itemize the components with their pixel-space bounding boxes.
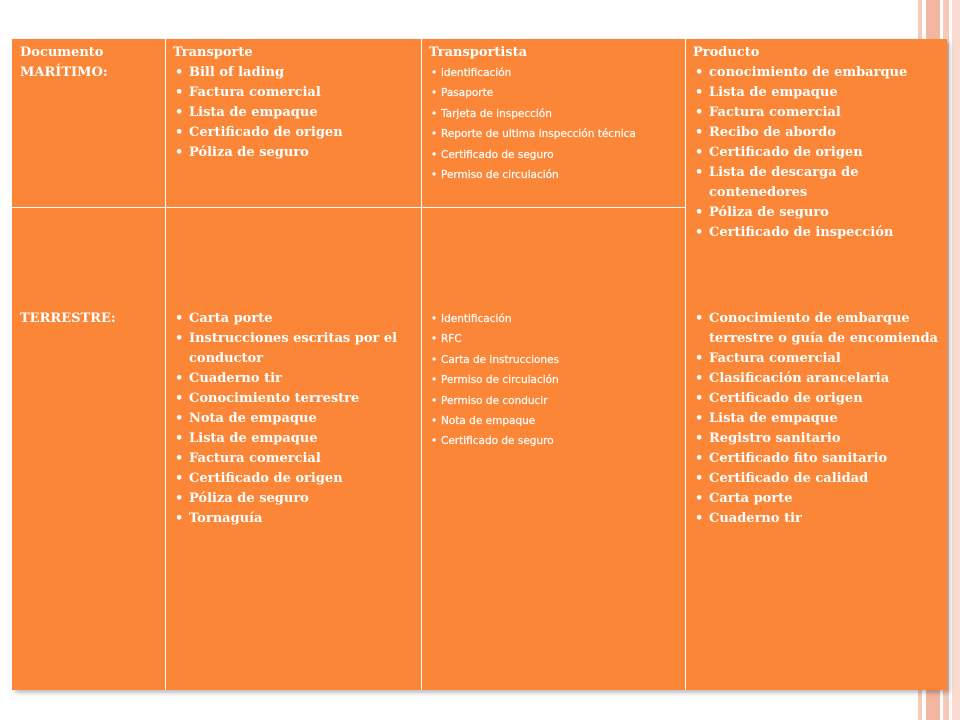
- list-item: • Cuaderno tir: [693, 509, 941, 529]
- list-item: • Certificado de calidad: [693, 469, 941, 489]
- list-item: • Pasaporte: [429, 83, 679, 103]
- terrestre-transporte-list: [173, 309, 415, 529]
- list-item: • Nota de empaque: [173, 409, 415, 429]
- column-title-transportista: Transportista: [429, 45, 528, 60]
- list-item: • Certificado de origen: [173, 469, 415, 489]
- terrestre-producto-list: [693, 309, 941, 529]
- list-item: • RFC: [429, 329, 679, 349]
- documents-table: [12, 39, 947, 690]
- decorative-stripe: [952, 0, 960, 720]
- list-item: • Lista de empaque: [693, 409, 941, 429]
- maritimo-producto-cell: [685, 39, 947, 243]
- list-item: • identificación: [429, 63, 679, 83]
- list-item: • Permiso de conducir: [429, 391, 679, 411]
- list-item: • Registro sanitario: [693, 429, 941, 449]
- column-title-transporte: Transporte: [173, 45, 253, 60]
- list-item: • Identificación: [429, 309, 679, 329]
- list-item: • Factura comercial: [173, 449, 415, 469]
- header-label: Documento MARÍTIMO:: [20, 45, 108, 80]
- maritimo-transporte-cell: [165, 39, 421, 163]
- maritimo-producto-list: [693, 63, 941, 243]
- list-item: • Lista de empaque: [693, 83, 941, 103]
- list-item: • Certificado de seguro: [429, 431, 679, 451]
- header-label-cell: [12, 39, 165, 83]
- list-item: • Certificado de origen: [173, 123, 415, 143]
- list-item: • Conocimiento terrestre: [173, 389, 415, 409]
- list-item: • Certificado de origen: [693, 143, 941, 163]
- list-item: • Bill of lading: [173, 63, 415, 83]
- terrestre-transportista-list: [429, 309, 679, 452]
- terrestre-transportista-cell: [421, 305, 685, 452]
- maritimo-transportista-cell: [421, 39, 685, 185]
- list-item: • Carta porte: [173, 309, 415, 329]
- maritimo-transportista-list: [429, 63, 679, 185]
- list-item: • Factura comercial: [693, 349, 941, 369]
- list-item: • conocimiento de embarque: [693, 63, 941, 83]
- list-item: • Permiso de circulación: [429, 165, 679, 185]
- list-item: • Recibo de abordo: [693, 123, 941, 143]
- column-title-producto: Producto: [693, 45, 760, 60]
- list-item: • Certificado de seguro: [429, 145, 679, 165]
- list-item: • Carta porte: [693, 489, 941, 509]
- row-divider: [12, 207, 685, 208]
- list-item: • Lista de empaque: [173, 103, 415, 123]
- list-item: • Cuaderno tir: [173, 369, 415, 389]
- list-item: • Instrucciones escritas por el conductor: [173, 329, 415, 369]
- list-item: • Factura comercial: [173, 83, 415, 103]
- list-item: • Conocimiento de embarque terrestre o guía de encomienda: [693, 309, 941, 349]
- list-item: • Certificado de inspección: [693, 223, 941, 243]
- maritimo-transporte-list: [173, 63, 415, 163]
- list-item: • Certificado de origen: [693, 389, 941, 409]
- list-item: • Póliza de seguro: [173, 143, 415, 163]
- terrestre-transporte-cell: [165, 305, 421, 529]
- list-item: • Carta de instrucciones: [429, 350, 679, 370]
- list-item: • Nota de empaque: [429, 411, 679, 431]
- list-item: • Lista de descarga de contenedores: [693, 163, 941, 203]
- list-item: • Tornaguía: [173, 509, 415, 529]
- list-item: • Clasificación arancelaria: [693, 369, 941, 389]
- list-item: • Tarjeta de inspección: [429, 104, 679, 124]
- list-item: • Lista de empaque: [173, 429, 415, 449]
- list-item: • Póliza de seguro: [693, 203, 941, 223]
- list-item: • Factura comercial: [693, 103, 941, 123]
- list-item: • Reporte de ultima inspección técnica: [429, 124, 679, 144]
- list-item: • Póliza de seguro: [173, 489, 415, 509]
- terrestre-producto-cell: [685, 305, 947, 529]
- terrestre-label-cell: [12, 305, 165, 329]
- terrestre-label: TERRESTRE:: [20, 311, 116, 326]
- list-item: • Permiso de circulación: [429, 370, 679, 390]
- list-item: • Certificado fito sanitario: [693, 449, 941, 469]
